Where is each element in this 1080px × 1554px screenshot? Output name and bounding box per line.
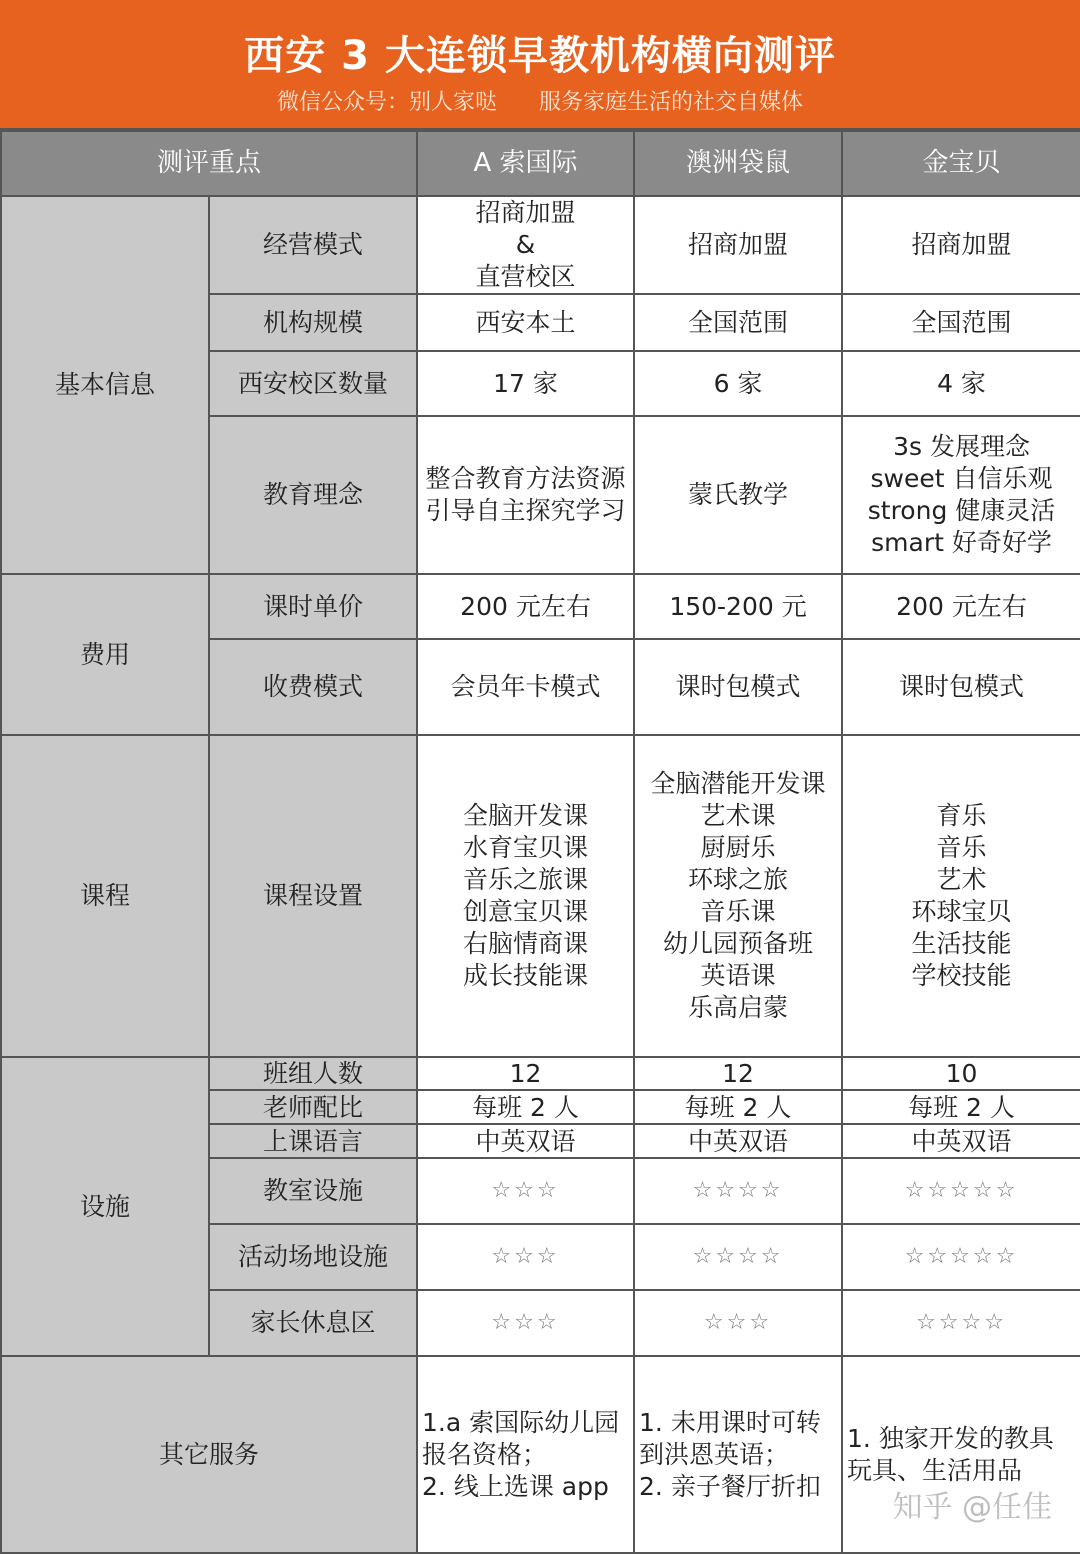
cell-b: 全国范围 [634, 294, 842, 351]
category-basic: 基本信息 [1, 196, 209, 574]
category-facility: 设施 [1, 1057, 209, 1356]
row-label: 经营模式 [209, 196, 417, 294]
category-other: 其它服务 [1, 1356, 417, 1553]
star-rating: ☆☆☆☆☆ [842, 1158, 1080, 1224]
header-focus: 测评重点 [1, 131, 417, 196]
cell-b: 6 家 [634, 351, 842, 416]
cell-b: 150-200 元 [634, 574, 842, 639]
cell-c: 4 家 [842, 351, 1080, 416]
cell-b: 中英双语 [634, 1124, 842, 1158]
category-fee: 费用 [1, 574, 209, 735]
header-c: 金宝贝 [842, 131, 1080, 196]
row-label: 西安校区数量 [209, 351, 417, 416]
table-row [1, 1057, 1080, 1090]
row-label: 课程设置 [209, 735, 417, 1057]
star-rating: ☆☆☆☆ [842, 1290, 1080, 1356]
cell-c: 课时包模式 [842, 639, 1080, 735]
cell-b: 课时包模式 [634, 639, 842, 735]
header-b: 澳洲袋鼠 [634, 131, 842, 196]
star-rating: ☆☆☆ [417, 1290, 634, 1356]
cell-b: 招商加盟 [634, 196, 842, 294]
cell-a: 17 家 [417, 351, 634, 416]
cell-a: 会员年卡模式 [417, 639, 634, 735]
cell-c: 200 元左右 [842, 574, 1080, 639]
star-rating: ☆☆☆☆☆ [842, 1224, 1080, 1290]
cell-b: 1. 未用课时可转 到洪恩英语； 2. 亲子餐厅折扣 [634, 1356, 842, 1553]
row-label: 机构规模 [209, 294, 417, 351]
row-label: 教育理念 [209, 416, 417, 574]
watermark: 知乎 @任佳 [892, 1482, 1052, 1526]
cell-b: 蒙氏教学 [634, 416, 842, 574]
row-label: 收费模式 [209, 639, 417, 735]
table-row [1, 196, 1080, 294]
cell-b: 每班 2 人 [634, 1090, 842, 1124]
header-a: A 索国际 [417, 131, 634, 196]
cell-c: 中英双语 [842, 1124, 1080, 1158]
row-label: 课时单价 [209, 574, 417, 639]
cell-c: 招商加盟 [842, 196, 1080, 294]
cell-a: 200 元左右 [417, 574, 634, 639]
cell-a: 西安本土 [417, 294, 634, 351]
star-rating: ☆☆☆☆ [634, 1158, 842, 1224]
star-rating: ☆☆☆ [634, 1290, 842, 1356]
cell-c: 10 [842, 1057, 1080, 1090]
cell-a: 1.a 索国际幼儿园 报名资格； 2. 线上选课 app [417, 1356, 634, 1553]
cell-a: 12 [417, 1057, 634, 1090]
star-rating: ☆☆☆ [417, 1158, 634, 1224]
cell-c: 全国范围 [842, 294, 1080, 351]
row-label: 上课语言 [209, 1124, 417, 1158]
row-label: 家长休息区 [209, 1290, 417, 1356]
star-rating: ☆☆☆ [417, 1224, 634, 1290]
cell-c: 3s 发展理念 sweet 自信乐观 strong 健康灵活 smart 好奇好学 [842, 416, 1080, 574]
cell-c: 1. 独家开发的教具 玩具、生活用品 [842, 1356, 1080, 1553]
row-label: 活动场地设施 [209, 1224, 417, 1290]
table-header-row [1, 131, 1080, 196]
row-label: 班组人数 [209, 1057, 417, 1090]
page-title: 西安 3 大连锁早教机构横向测评 [0, 24, 1080, 81]
cell-c: 育乐 音乐 艺术 环球宝贝 生活技能 学校技能 [842, 735, 1080, 1057]
cell-b: 全脑潜能开发课 艺术课 厨厨乐 环球之旅 音乐课 幼儿园预备班 英语课 乐高启蒙 [634, 735, 842, 1057]
table-row [1, 735, 1080, 1057]
comparison-table [0, 130, 1080, 1554]
category-course: 课程 [1, 735, 209, 1057]
cell-a: 每班 2 人 [417, 1090, 634, 1124]
star-rating: ☆☆☆☆ [634, 1224, 842, 1290]
cell-a: 整合教育方法资源 引导自主探究学习 [417, 416, 634, 574]
cell-c: 每班 2 人 [842, 1090, 1080, 1124]
table-row [1, 574, 1080, 639]
row-label: 教室设施 [209, 1158, 417, 1224]
cell-a: 全脑开发课 水育宝贝课 音乐之旅课 创意宝贝课 右脑情商课 成长技能课 [417, 735, 634, 1057]
cell-b: 12 [634, 1057, 842, 1090]
cell-a: 中英双语 [417, 1124, 634, 1158]
cell-a: 招商加盟 & 直营校区 [417, 196, 634, 294]
page-subtitle: 微信公众号：别人家哒 服务家庭生活的社交自媒体 [0, 85, 1080, 116]
header-banner [0, 0, 1080, 130]
row-label: 老师配比 [209, 1090, 417, 1124]
